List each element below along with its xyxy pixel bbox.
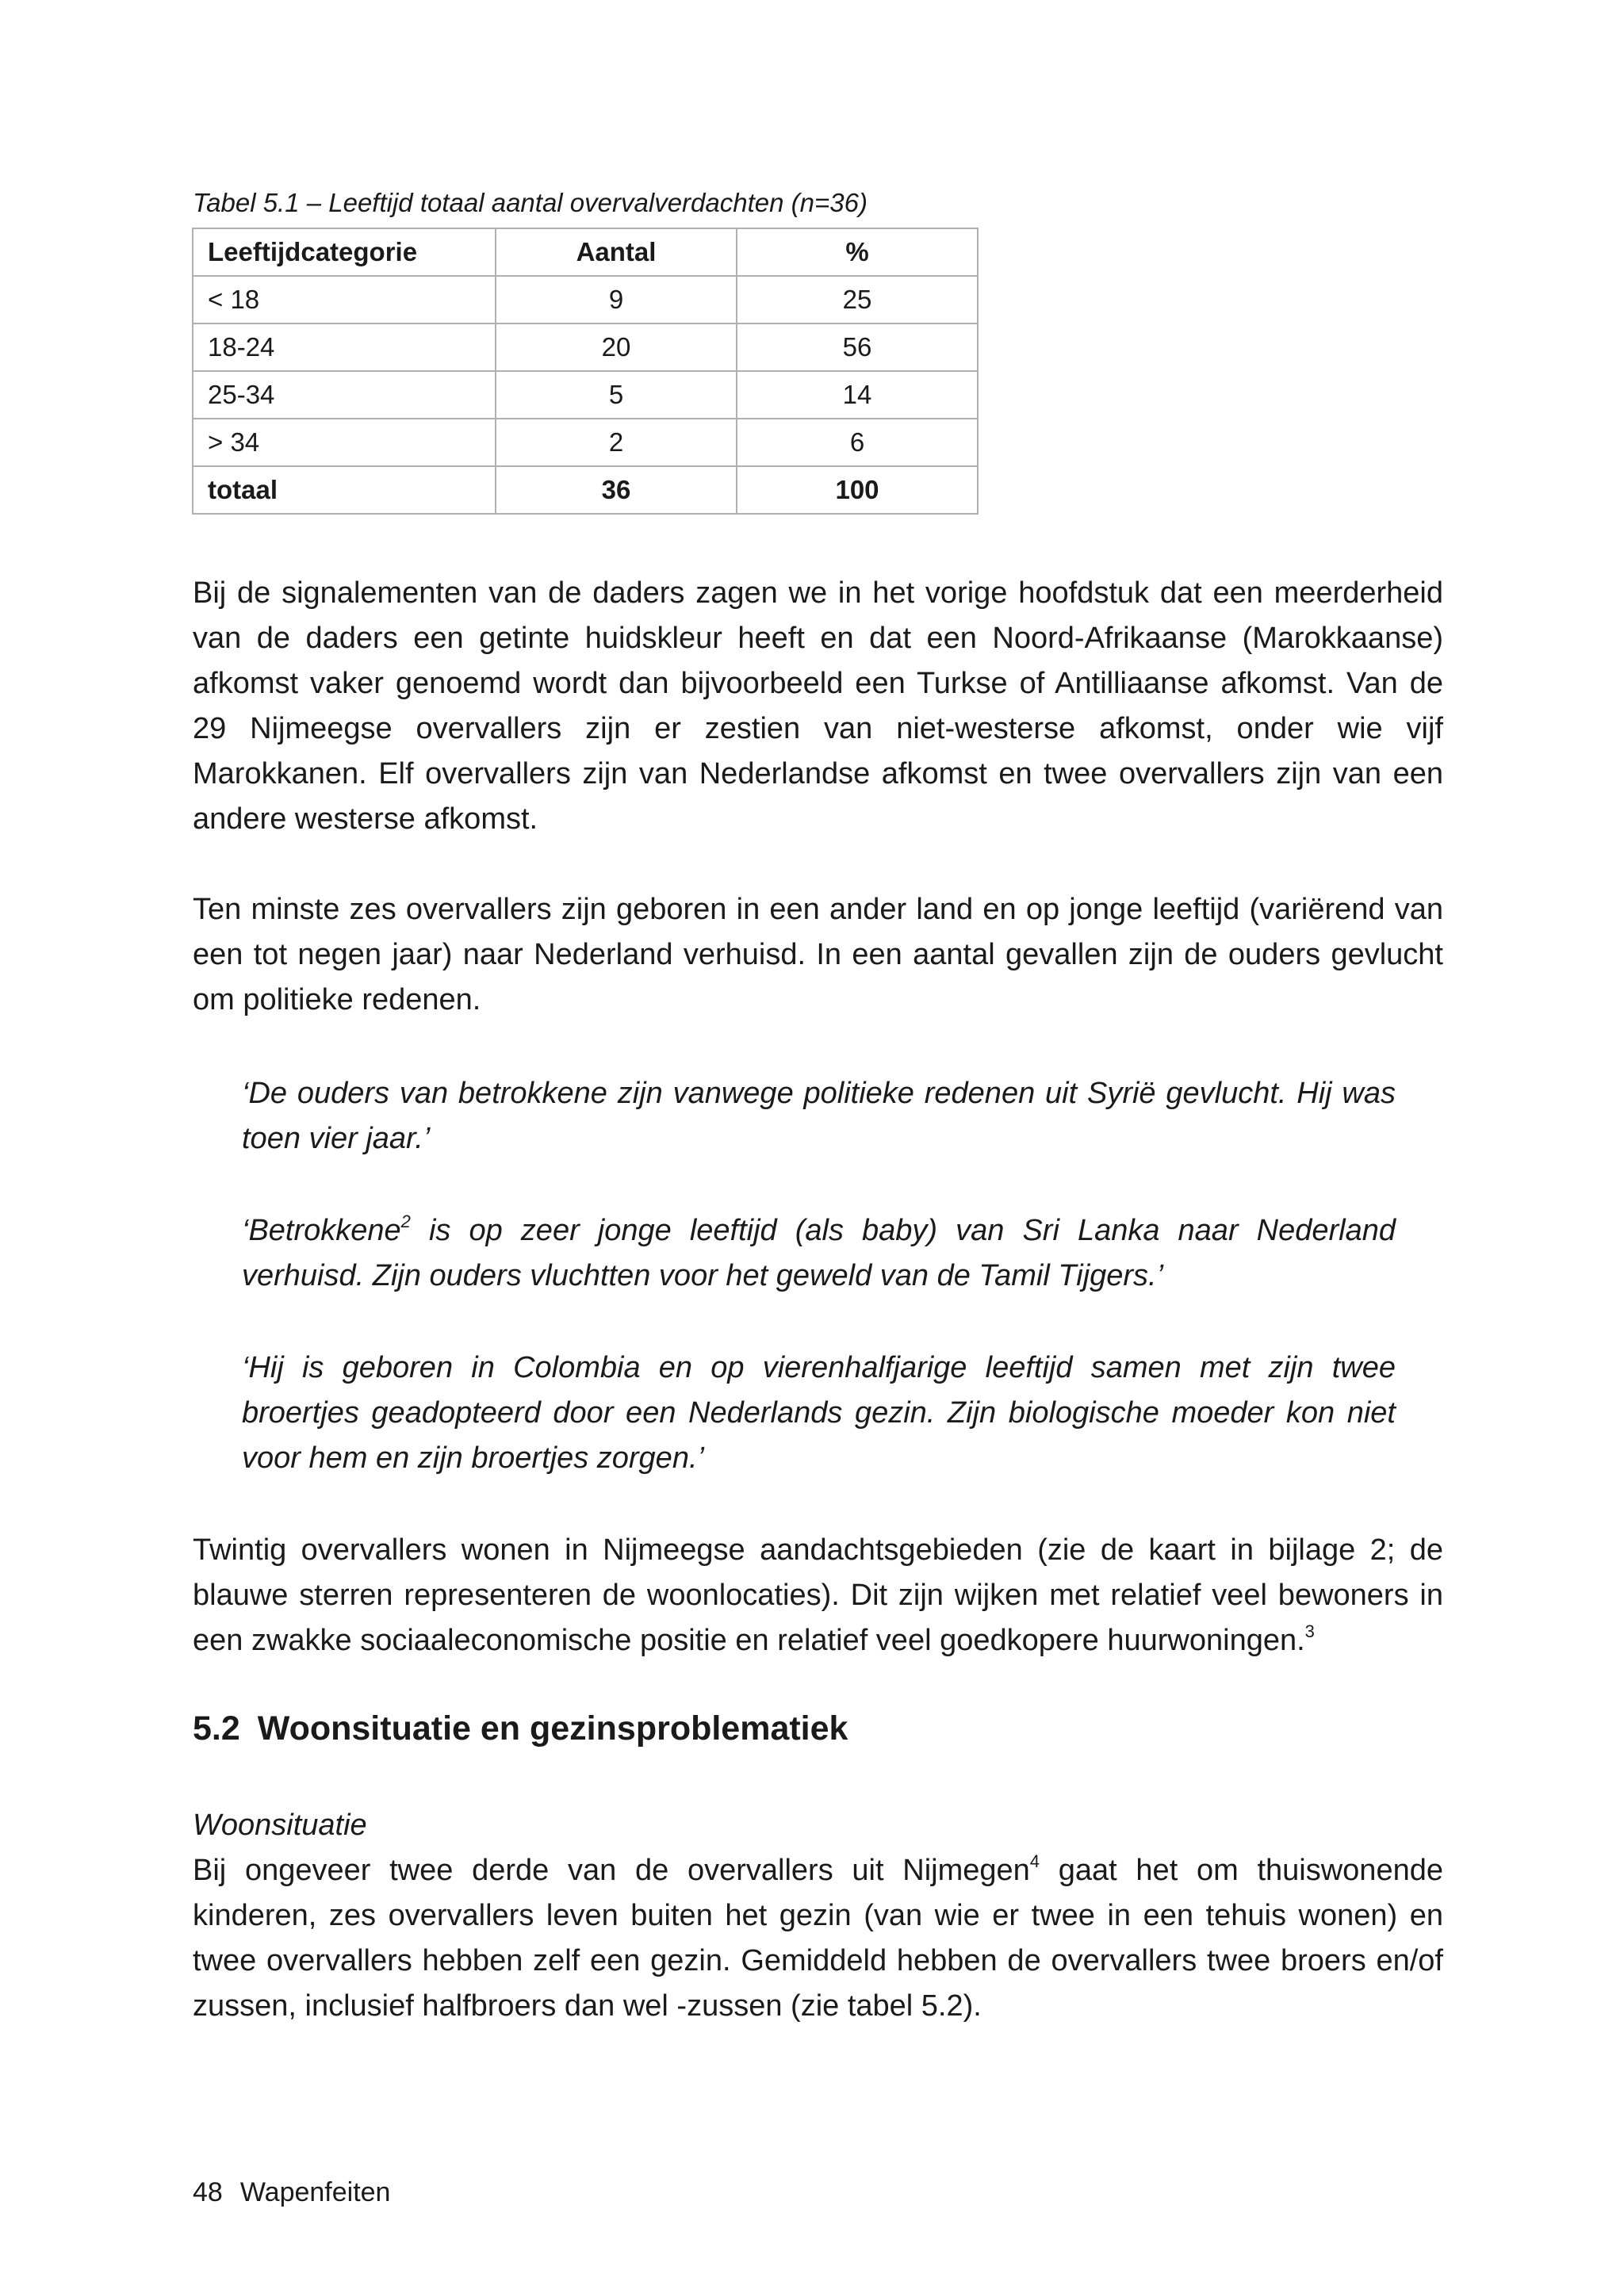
table-cell: 36 xyxy=(496,466,737,514)
table-header-row xyxy=(193,228,978,276)
page-footer xyxy=(193,2175,390,2210)
table-cell: 14 xyxy=(737,371,978,419)
table-cell: 6 xyxy=(737,419,978,466)
footnote-marker: 3 xyxy=(1304,1621,1315,1642)
paragraph-text: Twintig overvallers wonen in Nijmeegse aandachtsgebieden (zie de kaart in bijlage 2; de blauwe sterren representeren de woonlocaties). Dit zijn wijken met relatief veel bewoners in een zwakke sociaaleconomische positie en relatief veel goedkopere huurwoningen. xyxy=(193,1533,1443,1657)
table-cell: 56 xyxy=(737,323,978,371)
section-number: 5.2 xyxy=(193,1709,240,1748)
table-header-cell: Aantal xyxy=(496,228,737,276)
table-cell: > 34 xyxy=(193,419,496,466)
table-cell: 100 xyxy=(737,466,978,514)
table-caption: Tabel 5.1 – Leeftijd totaal aantal overvalverdachten (n=36) xyxy=(193,188,868,217)
book-title: Wapenfeiten xyxy=(239,2177,391,2207)
table-cell: 20 xyxy=(496,323,737,371)
table-total-row xyxy=(193,466,978,514)
section-title: Woonsituatie en gezinsproblematiek xyxy=(257,1709,848,1748)
table-cell: 25 xyxy=(737,276,978,323)
age-table xyxy=(192,228,979,515)
paragraph-living-situation xyxy=(193,1848,1443,2029)
table-cell: 9 xyxy=(496,276,737,323)
page-number: 48 xyxy=(193,2177,223,2207)
footnote-marker: 4 xyxy=(1029,1851,1040,1872)
table-header-cell: Leeftijdcategorie xyxy=(193,228,496,276)
paragraph-origin: Bij de signalementen van de daders zagen we in het vorige hoofdstuk dat een meerderheid van de daders een getinte huidskleur heeft en dat een Noord-Afrikaanse (Marokkaanse) afkomst vaker genoemd wordt dan bijvoorbeeld een Turkse of Antilliaanse afkomst. Van de 29 Nijmeegse overvallers zijn er zestien van niet-westerse afkomst, onder wie vijf Marokkanen. Elf overvallers zijn van Nederlandse afkomst en twee overvallers zijn van een andere westerse afkomst. xyxy=(193,576,1443,836)
subheading-woonsituatie: Woonsituatie xyxy=(193,1809,367,1842)
table-row xyxy=(193,419,978,466)
quote-text: ‘Betrokkene xyxy=(242,1214,401,1247)
table-cell: 25-34 xyxy=(193,371,496,419)
quote-syria: ‘De ouders van betrokkene zijn vanwege politieke redenen uit Syrië gevlucht. Hij was toen vier jaar.’ xyxy=(242,1077,1396,1155)
table-cell: 5 xyxy=(496,371,737,419)
table-row xyxy=(193,371,978,419)
footnote-marker: 2 xyxy=(400,1212,411,1232)
table-header-cell: % xyxy=(737,228,978,276)
table-cell: 2 xyxy=(496,419,737,466)
quote-colombia: ‘Hij is geboren in Colombia en op vierenhalfjarige leeftijd samen met zijn twee broertjes geadopteerd door een Nederlands gezin. Zijn biologische moeder kon niet voor hem en zijn broertjes zorgen.’ xyxy=(242,1351,1396,1475)
table-cell: 18-24 xyxy=(193,323,496,371)
paragraph-neighbourhoods xyxy=(193,1528,1443,1663)
section-heading xyxy=(193,1706,848,1751)
paragraph-text: Bij ongeveer twee derde van de overvallers uit Nijmegen xyxy=(193,1854,1030,1887)
table-row xyxy=(193,323,978,371)
paragraph-born-abroad: Ten minste zes overvallers zijn geboren in een ander land en op jonge leeftijd (variërend van een tot negen jaar) naar Nederland verhuisd. In een aantal gevallen zijn de ouders gevlucht om politieke redenen. xyxy=(193,893,1443,1016)
quote-text: is op zeer jonge leeftijd (als baby) van Sri Lanka naar Nederland verhuisd. Zijn ouders vluchtten voor het geweld van de Tamil Tijgers.’ xyxy=(242,1214,1396,1292)
paragraph-text: gaat het om thuiswonende kinderen, zes overvallers leven buiten het gezin (van wie er twee in een tehuis wonen) en twee overvallers hebben zelf een gezin. Gemiddeld hebben de overvallers twee broers en/of zussen, inclusief halfbroers dan wel -zussen (zie tabel 5.2). xyxy=(193,1854,1443,2023)
table-row xyxy=(193,276,978,323)
quote-sri-lanka xyxy=(242,1208,1396,1299)
table-cell: totaal xyxy=(193,466,496,514)
table-cell: < 18 xyxy=(193,276,496,323)
